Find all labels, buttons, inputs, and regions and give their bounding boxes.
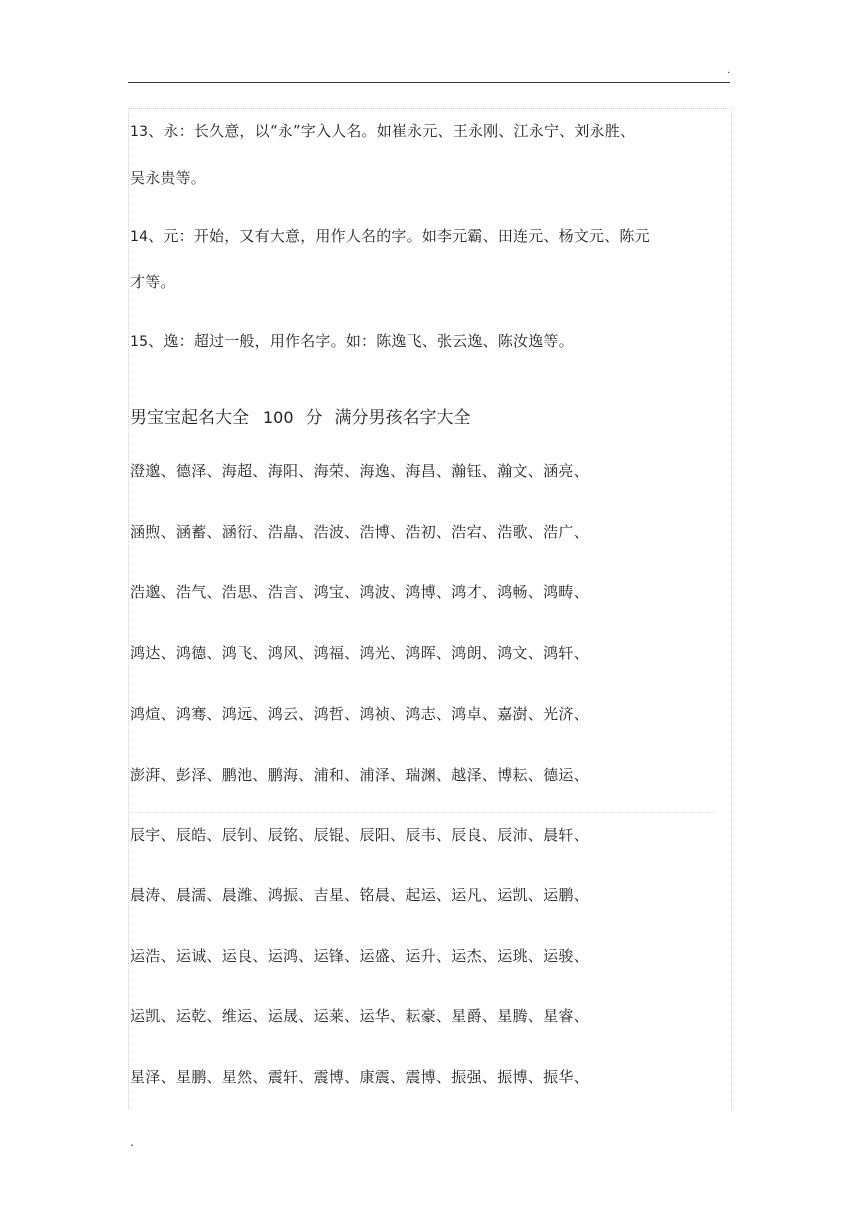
names-line-3: 浩邈、浩气、浩思、浩言、鸿宝、鸿波、鸿博、鸿才、鸿畅、鸿畴、 <box>130 583 590 601</box>
names-line-11: 星泽、星鹏、星然、震轩、震博、康震、震博、振强、振博、振华、 <box>130 1068 590 1086</box>
heading-unit: 分 <box>305 408 323 428</box>
header-mark: . <box>727 65 731 76</box>
entry-13-number: 13 <box>130 124 149 140</box>
entry-14-line-2: 才等。 <box>130 273 176 291</box>
entry-14-text: 、元：开始，又有大意，用作人名的字。如李元霸、田连元、杨文元、陈元 <box>148 227 650 245</box>
names-line-8: 晨涛、晨濡、晨潍、鸿振、吉星、铭晨、起运、运凡、运凯、运鹏、 <box>130 886 590 904</box>
entry-13-text: 、永：长久意，以“永”字入人名。如崔永元、王永刚、江永宁、刘永胜、 <box>148 122 636 140</box>
names-line-7: 辰宇、辰皓、辰钊、辰铭、辰锟、辰阳、辰韦、辰良、辰沛、晨轩、 <box>130 826 590 844</box>
names-line-4: 鸿达、鸿德、鸿飞、鸿风、鸿福、鸿光、鸿晖、鸿朗、鸿文、鸿轩、 <box>130 644 590 662</box>
footer-mark: . <box>130 1135 134 1149</box>
names-line-2: 涵煦、涵蓄、涵衍、浩皛、浩波、浩博、浩初、浩宕、浩歌、浩广、 <box>130 523 590 541</box>
entry-14-number: 14 <box>130 229 149 245</box>
section-heading <box>130 406 471 430</box>
heading-part-2: 满分男孩名字大全 <box>334 408 471 428</box>
names-line-1: 澄邈、德泽、海超、海阳、海荣、海逸、海昌、瀚钰、瀚文、涵亮、 <box>130 462 590 480</box>
names-line-5: 鸿煊、鸿骞、鸿远、鸿云、鸿哲、鸿祯、鸿志、鸿卓、嘉澍、光济、 <box>130 705 590 723</box>
entry-15-number: 15 <box>130 334 149 350</box>
entry-13-line-1 <box>130 121 635 142</box>
entry-13-line-2: 吴永贵等。 <box>130 169 207 187</box>
names-line-10: 运凯、运乾、维运、运晟、运莱、运华、耘豪、星爵、星腾、星睿、 <box>130 1007 590 1025</box>
heading-part-1: 男宝宝起名大全 <box>130 408 249 428</box>
section-divider <box>128 812 716 813</box>
header-rule <box>128 82 730 83</box>
entry-15-line-1 <box>130 331 574 352</box>
names-line-6: 澎湃、彭泽、鹏池、鹏海、浦和、浦泽、瑞渊、越泽、博耘、德运、 <box>130 766 590 784</box>
names-line-9: 运浩、运诚、运良、运鸿、运锋、运盛、运升、运杰、运珧、运骏、 <box>130 947 590 965</box>
entry-15-text: 、逸：超过一般，用作名字。如：陈逸飞、张云逸、陈汝逸等。 <box>148 332 574 350</box>
heading-score: 100 <box>263 408 294 427</box>
entry-14-line-1 <box>130 226 650 247</box>
